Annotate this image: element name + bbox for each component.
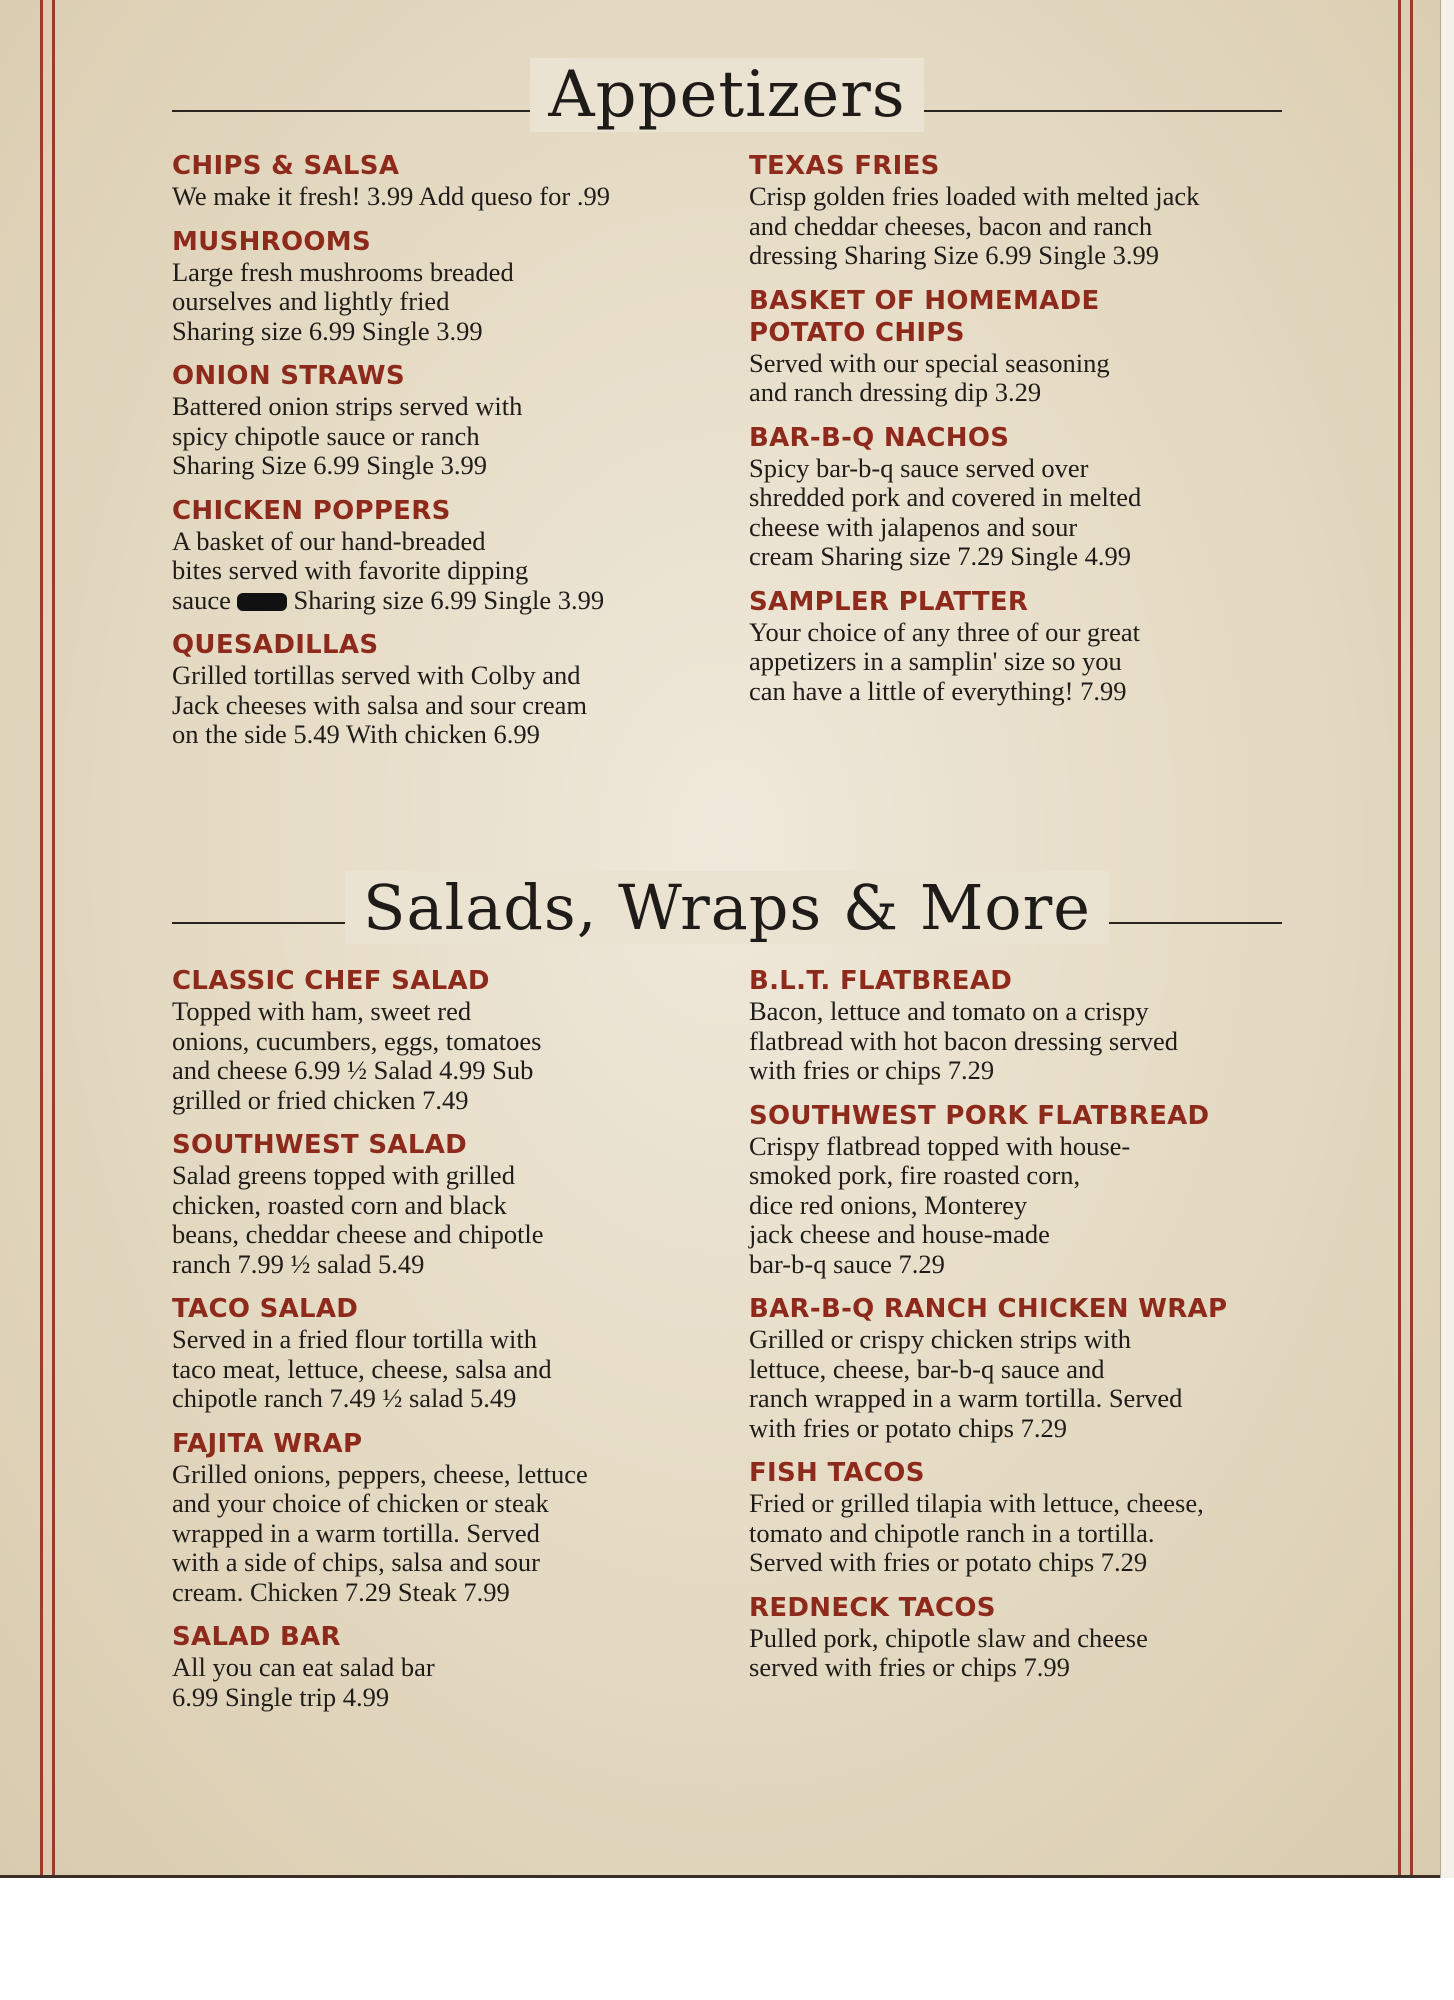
item-name: SALAD BAR bbox=[172, 1622, 341, 1652]
right-border-rule-inner bbox=[1398, 0, 1401, 1875]
redaction-mark bbox=[237, 593, 287, 611]
item-name: REDNECK TACOS bbox=[749, 1592, 996, 1623]
item-description: Battered onion strips served with spicy chipotle sauce or ranch Sharing Size 6.99 Single 3.99 bbox=[172, 391, 523, 480]
item-description: We make it fresh! 3.99 Add queso for .99 bbox=[172, 181, 610, 211]
menu-item bbox=[749, 285, 1279, 408]
page-edge bbox=[1440, 0, 1454, 1878]
item-name: BAR-B-Q RANCH CHICKEN WRAP bbox=[749, 1294, 1228, 1324]
item-description: Grilled or crispy chicken strips with lettuce, cheese, bar-b-q sauce and ranch wrapped in a warm tortilla. Served with fries or potato chips 7.29 bbox=[749, 1324, 1183, 1443]
menu-item bbox=[172, 965, 702, 1115]
item-description: Served with our special seasoning and ranch dressing dip 3.29 bbox=[749, 347, 1110, 407]
menu-item bbox=[749, 422, 1279, 572]
menu-item bbox=[172, 1293, 702, 1414]
left-border-rule-inner bbox=[52, 0, 55, 1875]
salads-heading bbox=[172, 840, 1282, 950]
item-name: SOUTHWEST SALAD bbox=[172, 1130, 468, 1160]
item-name: CHICKEN POPPERS bbox=[172, 495, 451, 526]
item-description: Served in a fried flour tortilla with taco meat, lettuce, cheese, salsa and chipotle ranch 7.49 ½ salad 5.49 bbox=[172, 1324, 552, 1413]
item-name: B.L.T. FLATBREAD bbox=[749, 966, 1013, 996]
item-description-part: Sharing size 6.99 Single 3.99 bbox=[293, 584, 605, 615]
appetizers-title: Appetizers bbox=[530, 58, 923, 132]
menu-item bbox=[172, 495, 702, 616]
left-border-rule bbox=[40, 0, 43, 1875]
item-name: FAJITA WRAP bbox=[172, 1428, 363, 1459]
menu-item bbox=[172, 226, 702, 347]
item-name: FISH TACOS bbox=[749, 1458, 925, 1488]
menu-item bbox=[749, 586, 1279, 707]
item-description: Large fresh mushrooms breaded ourselves and lightly fried Sharing size 6.99 Single 3.99 bbox=[172, 256, 514, 346]
menu-item bbox=[172, 150, 702, 212]
item-description: Salad greens topped with grilled chicken, roasted corn and black beans, cheddar cheese and chipotle ranch 7.99 ½ salad 5.49 bbox=[172, 1160, 544, 1279]
item-description: Crisp golden fries loaded with melted jack and cheddar cheeses, bacon and ranch dressing Sharing Size 6.99 Single 3.99 bbox=[749, 181, 1200, 270]
menu-item bbox=[172, 1621, 702, 1712]
menu-item bbox=[172, 1428, 702, 1608]
item-description: Grilled onions, peppers, cheese, lettuce and your choice of chicken or steak wrapped in a warm tortilla. Served with a side of chips, salsa and sour cream. Chicken 7.29 Steak 7.99 bbox=[172, 1458, 588, 1607]
item-name: ONION STRAWS bbox=[172, 361, 405, 391]
item-name: MUSHROOMS bbox=[172, 226, 371, 257]
menu-item bbox=[749, 1592, 1279, 1683]
item-name: BAR-B-Q NACHOS bbox=[749, 422, 1010, 453]
menu-item bbox=[749, 965, 1279, 1086]
item-description: Your choice of any three of our great appetizers in a samplin' size so you can have a little of everything! 7.99 bbox=[749, 616, 1140, 706]
item-name: CLASSIC CHEF SALAD bbox=[172, 966, 490, 996]
item-description: Bacon, lettuce and tomato on a crispy flatbread with hot bacon dressing served with fries or chips 7.29 bbox=[749, 996, 1179, 1085]
menu-item bbox=[172, 360, 702, 481]
item-name: CHIPS & SALSA bbox=[172, 151, 400, 181]
item-name: SAMPLER PLATTER bbox=[749, 586, 1029, 617]
item-name: TEXAS FRIES bbox=[749, 151, 940, 181]
item-name: QUESADILLAS bbox=[172, 630, 379, 660]
item-description-part: A basket of our hand-breaded bites served with favorite dipping sauce bbox=[172, 525, 529, 615]
menu-item bbox=[749, 1457, 1279, 1578]
item-description: Pulled pork, chipotle slaw and cheese served with fries or chips 7.99 bbox=[749, 1622, 1148, 1682]
menu-item bbox=[749, 150, 1279, 271]
right-border-rule bbox=[1410, 0, 1413, 1875]
item-description: Crispy flatbread topped with house- smoked pork, fire roasted corn, dice red onions, Monterey jack cheese and house-made bar-b-q sauce 7.29 bbox=[749, 1130, 1131, 1279]
item-description: Topped with ham, sweet red onions, cucumbers, eggs, tomatoes and cheese 6.99 ½ Salad 4.99 Sub grilled or fried chicken 7.49 bbox=[172, 996, 542, 1115]
menu-item bbox=[749, 1293, 1279, 1443]
menu-item bbox=[172, 629, 702, 750]
salads-left-column bbox=[172, 965, 702, 1726]
item-name: TACO SALAD bbox=[172, 1294, 359, 1324]
item-name: SOUTHWEST PORK FLATBREAD bbox=[749, 1100, 1210, 1131]
menu-item bbox=[172, 1129, 702, 1279]
item-description: All you can eat salad bar 6.99 Single trip 4.99 bbox=[172, 1652, 435, 1712]
item-description bbox=[172, 527, 702, 616]
item-name: BASKET OF HOMEMADE POTATO CHIPS bbox=[749, 285, 1100, 348]
appetizers-heading bbox=[172, 28, 1282, 138]
salads-right-column bbox=[749, 965, 1279, 1697]
menu-item bbox=[749, 1100, 1279, 1280]
item-description: Spicy bar-b-q sauce served over shredded pork and covered in melted cheese with jalapenos and sour cream Sharing size 7.29 Single 4.99 bbox=[749, 452, 1142, 571]
appetizers-right-column bbox=[749, 150, 1279, 720]
item-description: Grilled tortillas served with Colby and Jack cheeses with salsa and sour cream on the side 5.49 With chicken 6.99 bbox=[172, 660, 588, 749]
item-description: Fried or grilled tilapia with lettuce, cheese, tomato and chipotle ranch in a tortilla. Served with fries or potato chips 7.29 bbox=[749, 1488, 1204, 1577]
appetizers-left-column bbox=[172, 150, 702, 764]
salads-title: Salads, Wraps & More bbox=[345, 871, 1109, 944]
